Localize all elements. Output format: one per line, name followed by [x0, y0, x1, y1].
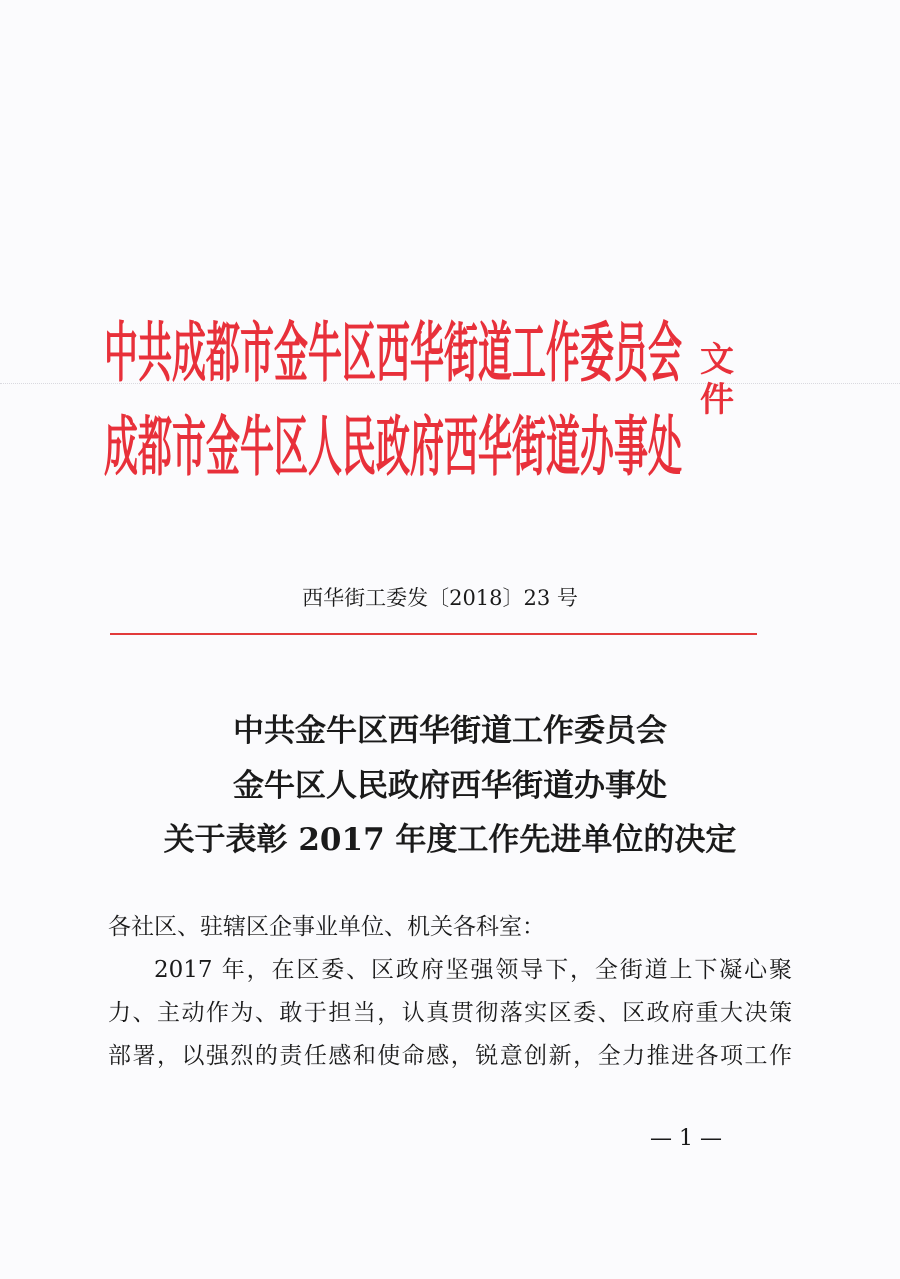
- red-divider: [110, 633, 757, 635]
- document-number: 西华街工委发〔2018〕23 号: [302, 586, 578, 610]
- issuer-line-1: 中共成都市金牛区西华街道工作委员会: [104, 318, 682, 391]
- issuer-line-2: 成都市金牛区人民政府西华街道办事处: [104, 412, 682, 485]
- title-line-2: 金牛区人民政府西华街道办事处: [233, 768, 667, 804]
- body-text: [108, 906, 792, 1078]
- title-line-1: 中共金牛区西华街道工作委员会: [233, 713, 667, 749]
- title-line-3: 关于表彰 2017 年度工作先进单位的决定: [163, 822, 737, 858]
- salutation: 各社区、驻辖区企事业单位、机关各科室：: [108, 914, 545, 940]
- body-line: 力、主动作为、敢于担当，认真贯彻落实区委、区政府重大决策: [108, 1000, 792, 1026]
- doc-type-label: 文件: [700, 340, 734, 420]
- body-line: 部署，以强烈的责任感和使命感，锐意创新，全力推进各项工作: [108, 1043, 792, 1069]
- page-number: — 1 —: [650, 1126, 722, 1151]
- body-line: 2017 年，在区委、区政府坚强领导下，全街道上下凝心聚: [154, 957, 792, 983]
